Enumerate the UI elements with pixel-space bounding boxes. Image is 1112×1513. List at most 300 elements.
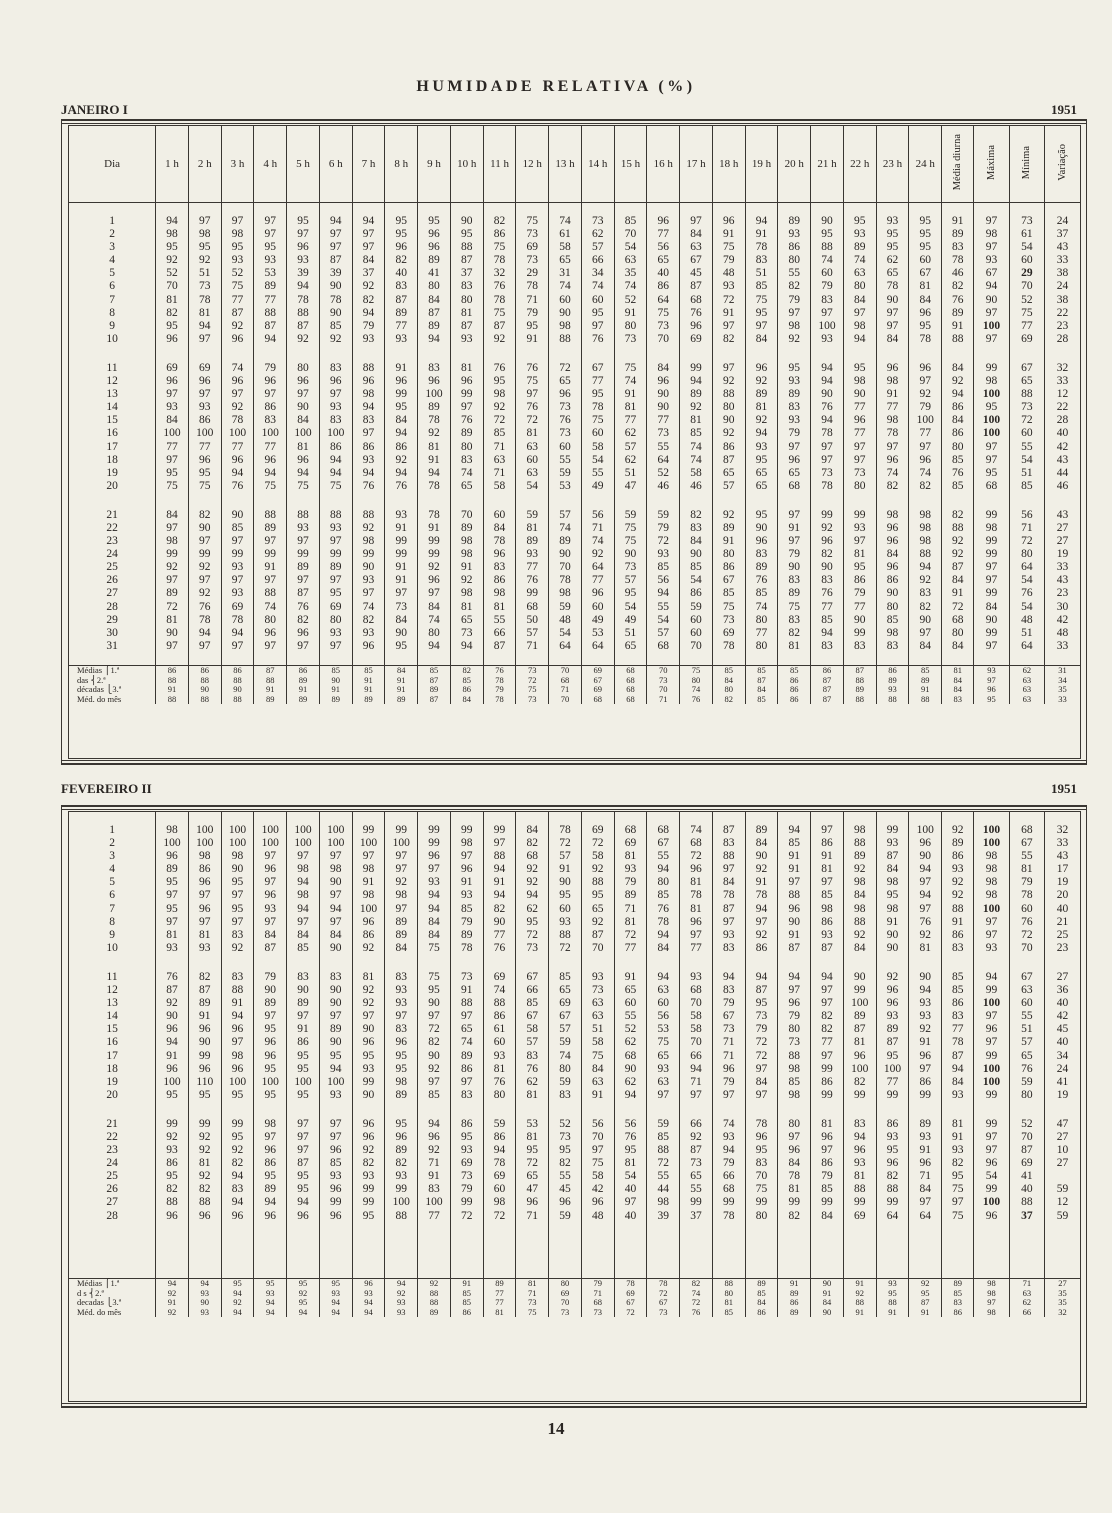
value-cell: 93: [385, 333, 418, 346]
day-cell: 20: [69, 1089, 156, 1102]
value-cell: 100: [319, 837, 352, 850]
spacer-cell: [418, 1236, 451, 1249]
value-cell: 54: [614, 1170, 647, 1183]
value-cell: 75: [287, 480, 320, 493]
value-cell: 85: [778, 1076, 811, 1089]
value-cell: 32: [1056, 361, 1069, 374]
value-cell: 75: [614, 362, 647, 375]
average-cell: 92: [843, 1289, 876, 1299]
table-row: [69, 548, 1080, 561]
value-cell: 73: [1009, 215, 1044, 228]
value-cell: 57: [614, 574, 647, 587]
value-cell: 63: [581, 997, 614, 1010]
value-cell: 87: [385, 294, 418, 307]
value-cell: 100: [287, 427, 320, 440]
average-cell: 84: [745, 1298, 778, 1308]
spacer-cell: [156, 653, 189, 666]
value-cell: 74: [450, 467, 483, 480]
spacer-cell: [680, 493, 713, 509]
value-cell: 77: [876, 1076, 909, 1089]
spacer-cell: [974, 1236, 1009, 1249]
value-cell: 99: [680, 1196, 713, 1209]
average-cell: 89: [778, 1308, 811, 1318]
value-cell: 91: [385, 522, 418, 535]
average-cell: 91: [450, 1278, 483, 1288]
value-cell: 84: [811, 1210, 844, 1223]
value-cell: 91: [221, 997, 254, 1010]
value-cell: 80: [712, 548, 745, 561]
value-cell: 94: [221, 627, 254, 640]
spacer-cell: [712, 653, 745, 666]
average-cell: 88: [188, 695, 221, 705]
average-cell: 92: [385, 1289, 418, 1299]
value-cell: 47: [614, 480, 647, 493]
value-cell: 95: [385, 1063, 418, 1076]
value-cell: 76: [516, 1063, 549, 1076]
spacer-cell: [876, 1102, 909, 1118]
value-cell: 94: [418, 467, 451, 480]
spacer-cell: [287, 493, 320, 509]
value-cell: 97: [385, 1010, 418, 1023]
value-cell: 93: [319, 401, 352, 414]
value-cell: 95: [745, 509, 778, 522]
value-cell: 91: [712, 307, 745, 320]
value-cell: 84: [680, 228, 713, 241]
value-cell: 97: [254, 1010, 287, 1023]
spacer-cell: [1009, 653, 1044, 666]
value-cell: 93: [843, 1157, 876, 1170]
average-cell: 82: [680, 1278, 713, 1288]
spacer-cell: [188, 346, 221, 362]
value-cell: 80: [450, 294, 483, 307]
average-cell: 87: [811, 685, 844, 695]
spacer-cell: [876, 812, 909, 824]
value-cell: 95: [156, 241, 189, 254]
average-cell: 88: [843, 695, 876, 705]
value-cell: 54: [1009, 241, 1044, 254]
spacer-cell: [1009, 1223, 1044, 1236]
value-cell: 96: [843, 414, 876, 427]
value-cell: 83: [254, 414, 287, 427]
value-cell: 96: [418, 241, 451, 254]
value-cell: 84: [287, 414, 320, 427]
value-cell: 75: [614, 535, 647, 548]
average-cell: 91: [909, 685, 942, 695]
value-cell: 99: [319, 1196, 352, 1209]
average-label: decadas ⎩3.ª: [69, 1298, 156, 1308]
value-cell: 74: [549, 215, 582, 228]
value-cell: 97: [287, 535, 320, 548]
average-cell: 94: [221, 1289, 254, 1299]
value-cell: 96: [876, 454, 909, 467]
value-cell: 97: [254, 640, 287, 653]
value-cell: 28: [1056, 332, 1069, 345]
value-cell: 92: [483, 401, 516, 414]
value-cell: 85: [418, 1089, 451, 1102]
value-cell: 89: [319, 561, 352, 574]
day-cell: 5: [69, 267, 156, 280]
value-cell: 97: [188, 535, 221, 548]
value-cell: 97: [811, 441, 844, 454]
value-cell: 85: [942, 971, 974, 984]
value-cell: 72: [712, 294, 745, 307]
spacer-cell: [1009, 955, 1044, 971]
value-cell: 99: [483, 824, 516, 837]
average-row: [69, 1308, 1080, 1318]
value-cell: 59: [1056, 1209, 1069, 1222]
value-cell: 80: [778, 254, 811, 267]
spacer-cell: [712, 955, 745, 971]
value-cell: 80: [942, 627, 974, 640]
spacer-cell: [811, 203, 844, 216]
value-cell: 89: [876, 1023, 909, 1036]
value-cell: 70: [614, 228, 647, 241]
spacer-cell: [1044, 346, 1080, 362]
spacer-cell: [450, 955, 483, 971]
spacer-cell: [1044, 493, 1080, 509]
value-cell: 49: [581, 614, 614, 627]
value-cell: 96: [156, 333, 189, 346]
table-row: [69, 640, 1080, 653]
value-cell: 94: [647, 587, 680, 600]
spacer-cell: [1009, 203, 1044, 216]
value-cell: 82: [843, 1076, 876, 1089]
value-cell: 91: [418, 454, 451, 467]
value-cell: 81: [843, 1170, 876, 1183]
table-row: [69, 971, 1080, 984]
value-cell: 90: [811, 215, 844, 228]
average-cell: 89: [483, 1278, 516, 1288]
value-cell: 76: [483, 1076, 516, 1089]
value-cell: 87: [254, 320, 287, 333]
value-cell: 66: [680, 1118, 713, 1131]
value-cell: 81: [614, 850, 647, 863]
spacer-cell: [319, 812, 352, 824]
value-cell: 74: [221, 362, 254, 375]
value-cell: 88: [843, 837, 876, 850]
value-cell: 93: [319, 1089, 352, 1102]
average-cell: 88: [909, 695, 942, 705]
value-cell: 87: [680, 280, 713, 293]
value-cell: 95: [287, 215, 320, 228]
value-cell: 92: [745, 414, 778, 427]
value-cell: 65: [680, 1170, 713, 1183]
average-cell: 67: [614, 1298, 647, 1308]
value-cell: 73: [1009, 401, 1044, 414]
value-cell: 100: [974, 388, 1009, 401]
value-cell: 98: [778, 320, 811, 333]
day-cell: 14: [69, 1010, 156, 1023]
value-cell: 95: [778, 362, 811, 375]
value-cell: 95: [254, 1063, 287, 1076]
value-cell: 46: [680, 480, 713, 493]
value-cell: 71: [516, 1210, 549, 1223]
value-cell: 96: [745, 1131, 778, 1144]
spacer-cell: [811, 1223, 844, 1236]
value-cell: 99: [843, 984, 876, 997]
value-cell: 75: [418, 971, 451, 984]
spacer-cell: [221, 1236, 254, 1249]
value-cell: 94: [352, 467, 385, 480]
value-cell: 78: [811, 427, 844, 440]
value-cell: 87: [876, 850, 909, 863]
table-row: [69, 215, 1080, 228]
value-cell: 72: [745, 1036, 778, 1049]
header-hour: 20 h: [778, 126, 811, 203]
value-cell: 56: [647, 574, 680, 587]
average-cell: 76: [483, 665, 516, 675]
value-cell: 58: [581, 1036, 614, 1049]
value-cell: 93: [974, 254, 1009, 267]
spacer-cell: [188, 1262, 221, 1279]
spacer-cell: [680, 346, 713, 362]
value-cell: 88: [549, 333, 582, 346]
spacer-cell: [1044, 812, 1080, 824]
value-cell: 73: [581, 984, 614, 997]
value-cell: 10: [1056, 1144, 1069, 1157]
average-cell: 71: [1009, 1278, 1044, 1288]
spacer-cell: [352, 812, 385, 824]
value-cell: 83: [221, 971, 254, 984]
day-cell: 2: [69, 228, 156, 241]
value-cell: 92: [221, 401, 254, 414]
value-cell: 63: [680, 241, 713, 254]
value-cell: 59: [483, 1118, 516, 1131]
average-row: [69, 665, 1080, 675]
value-cell: 100: [974, 824, 1009, 837]
value-cell: 83: [712, 942, 745, 955]
spacer-cell: [843, 1262, 876, 1279]
value-cell: 89: [942, 307, 974, 320]
table-row: [69, 388, 1080, 401]
value-cell: 72: [450, 1210, 483, 1223]
value-cell: 92: [156, 561, 189, 574]
value-cell: 81: [843, 1036, 876, 1049]
year-label-january: 1951: [1051, 102, 1077, 117]
value-cell: 90: [319, 876, 352, 889]
value-cell: 77: [614, 414, 647, 427]
january-table-frame: [61, 119, 1087, 765]
spacer-cell: [745, 955, 778, 971]
value-cell: 88: [843, 916, 876, 929]
value-cell: 86: [778, 241, 811, 254]
value-cell: 78: [647, 916, 680, 929]
value-cell: 79: [647, 522, 680, 535]
spacer-cell: [942, 493, 974, 509]
value-cell: 67: [909, 267, 942, 280]
value-cell: 97: [680, 929, 713, 942]
value-cell: 94: [811, 362, 844, 375]
spacer-cell: [614, 1249, 647, 1262]
value-cell: 93: [319, 522, 352, 535]
value-cell: 96: [254, 1210, 287, 1223]
value-cell: 94: [909, 561, 942, 574]
value-cell: 92: [909, 574, 942, 587]
value-cell: 67: [680, 254, 713, 267]
value-cell: 96: [221, 1210, 254, 1223]
value-cell: 79: [614, 876, 647, 889]
value-cell: 76: [483, 942, 516, 955]
value-cell: 73: [549, 401, 582, 414]
value-cell: 97: [909, 627, 942, 640]
spacer-cell: [680, 1223, 713, 1236]
value-cell: 89: [287, 561, 320, 574]
value-cell: 64: [909, 1210, 942, 1223]
value-cell: 89: [745, 388, 778, 401]
value-cell: 68: [614, 1050, 647, 1063]
value-cell: 72: [942, 601, 974, 614]
value-cell: 93: [811, 929, 844, 942]
average-cell: 93: [188, 1308, 221, 1318]
value-cell: 48: [581, 1210, 614, 1223]
value-cell: 87: [1009, 1144, 1044, 1157]
spacer-cell: [778, 493, 811, 509]
spacer-cell: [352, 1223, 385, 1236]
average-label: Médias ⎧1.ª: [69, 1278, 156, 1288]
value-cell: 98: [843, 903, 876, 916]
header-hour: 24 h: [909, 126, 942, 203]
spacer-cell: [319, 493, 352, 509]
day-cell: 22: [69, 522, 156, 535]
average-row: [69, 695, 1080, 705]
value-cell: 96: [909, 362, 942, 375]
value-cell: 91: [450, 561, 483, 574]
value-cell: 42: [1056, 440, 1069, 453]
header-hour: 3 h: [221, 126, 254, 203]
value-cell: 92: [712, 427, 745, 440]
spacer-cell: [483, 203, 516, 216]
value-cell: 90: [188, 1036, 221, 1049]
value-cell: 96: [319, 1210, 352, 1223]
value-cell: 77: [647, 228, 680, 241]
value-cell: 40: [1009, 1183, 1044, 1196]
value-cell: 37: [1009, 1210, 1044, 1223]
value-cell: 92: [418, 427, 451, 440]
value-cell: 82: [942, 280, 974, 293]
value-cell: 85: [319, 1157, 352, 1170]
average-cell: 68: [614, 676, 647, 686]
value-cell: 90: [909, 614, 942, 627]
value-cell: 92: [516, 876, 549, 889]
spacer-cell: [483, 1249, 516, 1262]
average-label: Médias ⎧1.ª: [69, 665, 156, 675]
average-cell: 68: [581, 1298, 614, 1308]
value-cell: 58: [581, 1170, 614, 1183]
value-cell: 96: [287, 627, 320, 640]
value-cell: 95: [221, 876, 254, 889]
value-cell: 82: [287, 614, 320, 627]
value-cell: 81: [614, 401, 647, 414]
spacer-cell: [549, 1236, 582, 1249]
value-cell: 83: [876, 640, 909, 653]
value-cell: 83: [319, 362, 352, 375]
value-cell: 90: [319, 942, 352, 955]
spacer-cell: [418, 955, 451, 971]
value-cell: 73: [712, 1023, 745, 1036]
value-cell: 97: [254, 916, 287, 929]
value-cell: 96: [876, 535, 909, 548]
value-cell: 59: [614, 509, 647, 522]
value-cell: 77: [254, 441, 287, 454]
average-cell: 84: [385, 665, 418, 675]
day-cell: 1: [69, 215, 156, 228]
value-cell: 94: [745, 215, 778, 228]
spacer-cell: [385, 1262, 418, 1279]
header-hour: 17 h: [680, 126, 713, 203]
value-cell: 56: [614, 1118, 647, 1131]
value-cell: 37: [1056, 228, 1069, 241]
day-cell: 23: [69, 535, 156, 548]
value-cell: 94: [647, 863, 680, 876]
value-cell: 41: [418, 267, 451, 280]
value-cell: 62: [614, 1076, 647, 1089]
spacer-cell: [287, 653, 320, 666]
value-cell: 78: [319, 294, 352, 307]
value-cell: 89: [942, 837, 974, 850]
value-cell: 94: [811, 971, 844, 984]
average-cell: 91: [385, 676, 418, 686]
value-cell: 43: [1056, 508, 1069, 521]
value-cell: 65: [450, 1023, 483, 1036]
value-cell: 97: [778, 307, 811, 320]
spacer-cell: [974, 653, 1009, 666]
value-cell: 92: [352, 942, 385, 955]
value-cell: 83: [319, 414, 352, 427]
average-cell: 62: [1009, 1298, 1044, 1308]
value-cell: 88: [450, 241, 483, 254]
value-cell: 81: [450, 362, 483, 375]
value-cell: 94: [712, 971, 745, 984]
value-cell: 96: [287, 375, 320, 388]
value-cell: 75: [319, 480, 352, 493]
header-hour: 7 h: [352, 126, 385, 203]
value-cell: 100: [909, 824, 942, 837]
average-cell: 69: [614, 1289, 647, 1299]
value-cell: 54: [647, 614, 680, 627]
value-cell: 80: [745, 614, 778, 627]
table-row: [69, 375, 1080, 388]
spacer-cell: [974, 1102, 1009, 1118]
value-cell: 91: [942, 587, 974, 600]
value-cell: 97: [254, 574, 287, 587]
value-cell: 51: [614, 627, 647, 640]
day-cell: 18: [69, 454, 156, 467]
value-cell: 74: [712, 1118, 745, 1131]
day-cell: 25: [69, 1170, 156, 1183]
value-cell: 84: [581, 1063, 614, 1076]
value-cell: 75: [581, 1050, 614, 1063]
value-cell: 84: [909, 294, 942, 307]
value-cell: 96: [188, 1063, 221, 1076]
value-cell: 63: [647, 984, 680, 997]
value-cell: 33: [1056, 837, 1069, 850]
value-cell: 97: [385, 850, 418, 863]
value-cell: 69: [483, 971, 516, 984]
table-row: [69, 522, 1080, 535]
value-cell: 60: [483, 509, 516, 522]
value-cell: 82: [811, 1023, 844, 1036]
value-cell: 92: [188, 1131, 221, 1144]
value-cell: 46: [1056, 479, 1069, 492]
value-cell: 65: [647, 1050, 680, 1063]
value-cell: 95: [450, 1131, 483, 1144]
value-cell: 94: [811, 375, 844, 388]
average-cell: 95: [287, 1278, 320, 1288]
value-cell: 94: [188, 627, 221, 640]
value-cell: 79: [712, 997, 745, 1010]
spacer-cell: [974, 493, 1009, 509]
value-cell: 92: [156, 997, 189, 1010]
